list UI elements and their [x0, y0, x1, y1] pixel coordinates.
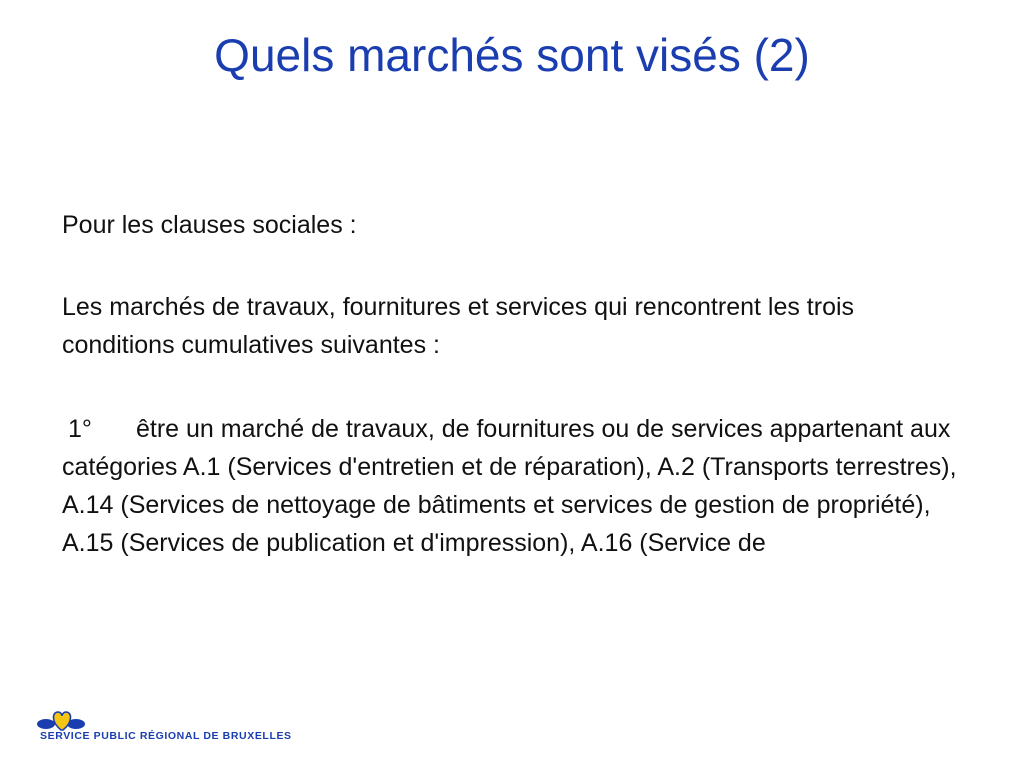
intro-paragraph: Pour les clauses sociales :: [62, 211, 357, 239]
footer-organization-name: SERVICE PUBLIC RÉGIONAL DE BRUXELLES: [40, 730, 292, 742]
lead-paragraph: Les marchés de travaux, fournitures et services qui rencontrent les trois conditions cumulatives suivantes :: [62, 293, 855, 359]
slide-title: Quels marchés sont visés (2): [214, 29, 810, 81]
list-item: [62, 410, 962, 562]
item-number: 1°: [68, 415, 92, 443]
footer: [28, 708, 358, 748]
item-text: être un marché de travaux, de fournitures ou de services appartenant aux catégories A.1 (Services d'entretien et de réparation), A.2 (Transports terrestres), A.14 (Services de nettoyage de bâtiments et services de gestion de propriété), A.15 (Services de publication et d'impression), A.16 (Service de: [62, 415, 957, 557]
slide-body: [62, 206, 962, 562]
